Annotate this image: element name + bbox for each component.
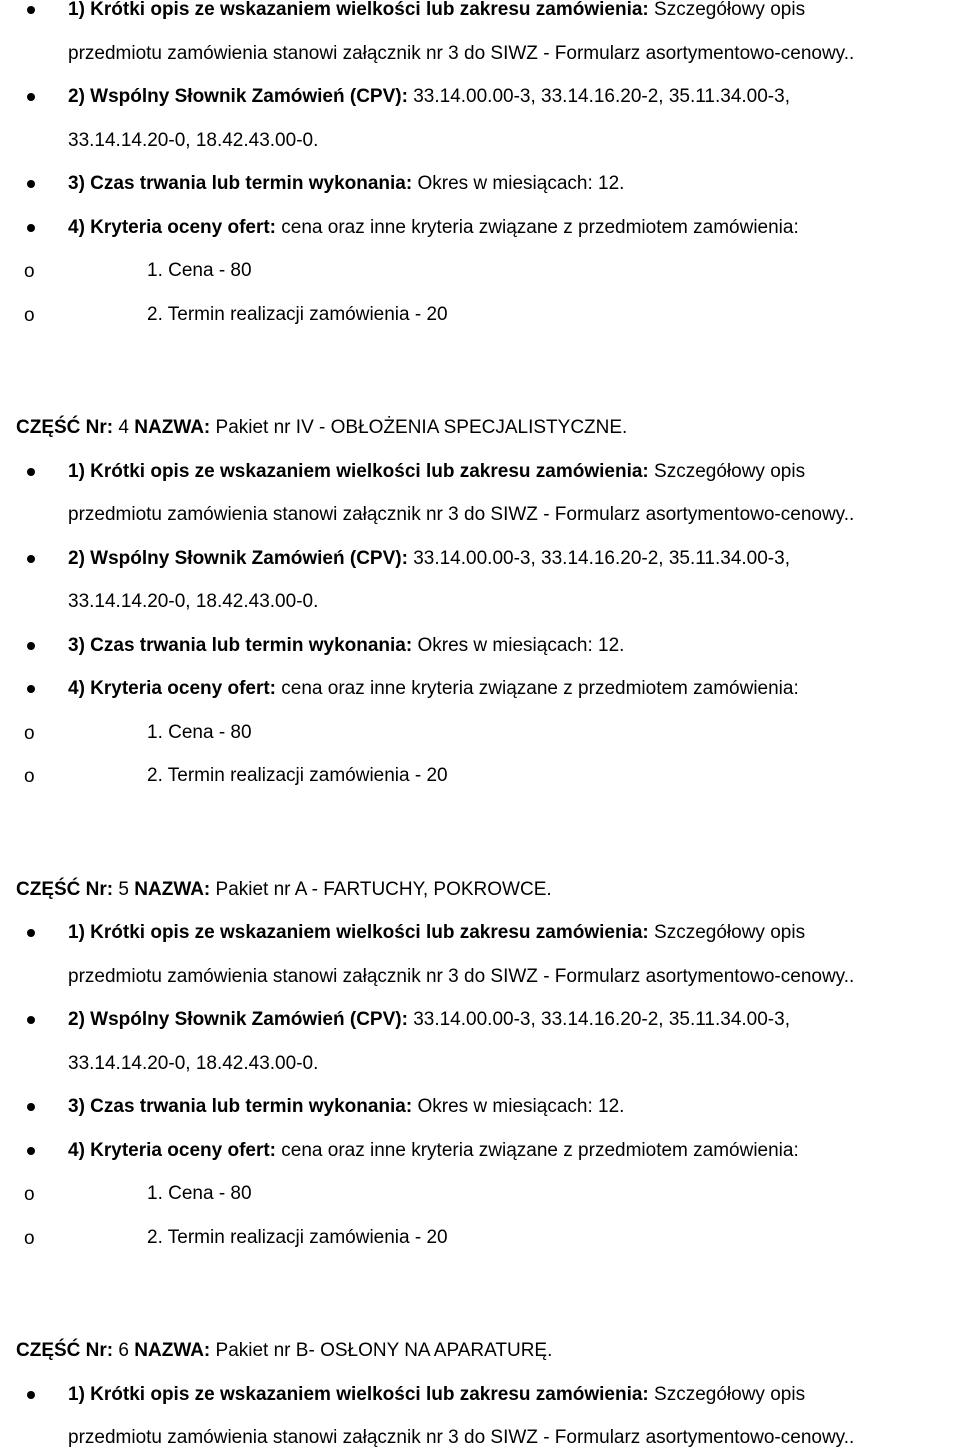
list-item [0, 1381, 960, 1409]
list-item [0, 1137, 960, 1165]
sub-bullet-icon: o [24, 1184, 35, 1205]
list-item-continuation [0, 127, 960, 155]
item-label: 1) Krótki opis ze wskazaniem wielkości lub zakresu zamówienia: [68, 1383, 649, 1405]
item-continuation-text: przedmiotu zamówienia stanowi załącznik nr 3 do SIWZ - Formularz asortymentowo-cenowy.. [68, 42, 855, 64]
criteria-text: 1. Cena - 80 [147, 1183, 252, 1204]
list-item-continuation [0, 963, 960, 991]
item-label: 2) Wspólny Słownik Zamówień (CPV): [68, 86, 408, 107]
criteria-item [0, 257, 960, 285]
list-item [0, 919, 960, 947]
list-item-continuation [0, 40, 960, 68]
bullet-dot-icon [27, 642, 35, 650]
name-label: NAZWA: [134, 1340, 211, 1361]
bullet-dot-icon [27, 1103, 35, 1111]
criteria-item [0, 719, 960, 747]
list-item [0, 675, 960, 703]
part-name: Pakiet nr IV - OBŁOŻENIA SPECJALISTYCZNE. [215, 417, 628, 438]
item-label: 3) Czas trwania lub termin wykonania: [68, 634, 413, 656]
list-item-continuation [0, 1050, 960, 1078]
list-item-text [68, 0, 805, 24]
item-label: 4) Kryteria oceny ofert: [68, 216, 277, 238]
item-continuation-text: przedmiotu zamówienia stanowi załącznik nr 3 do SIWZ - Formularz asortymentowo-cenowy.. [68, 965, 855, 987]
bullet-dot-icon [27, 1016, 35, 1024]
item-value: Szczegółowy opis [654, 460, 806, 482]
name-label: NAZWA: [134, 878, 211, 900]
bullet-dot-icon [27, 224, 35, 232]
list-item-continuation [0, 501, 960, 529]
criteria-text: 1. Cena - 80 [147, 260, 252, 281]
item-value: cena oraz inne kryteria związane z przedmiotem zamówienia: [281, 1139, 799, 1161]
item-continuation-text: 33.14.14.20-0, 18.42.43.00-0. [68, 591, 319, 612]
list-item [0, 0, 960, 24]
criteria-text: 2. Termin realizacji zamówienia - 20 [147, 303, 448, 325]
item-value: Szczegółowy opis [654, 922, 806, 943]
list-item-text [68, 1093, 624, 1121]
part-number: 6 [118, 1340, 129, 1361]
part-heading [0, 414, 960, 442]
item-value: Okres w miesiącach: 12. [417, 173, 625, 194]
sub-bullet-icon: o [24, 722, 35, 744]
criteria-text: 1. Cena - 80 [147, 721, 252, 743]
item-continuation-text: 33.14.14.20-0, 18.42.43.00-0. [68, 129, 319, 151]
part-heading [0, 876, 960, 904]
part-label: CZĘŚĆ Nr: [16, 417, 114, 438]
item-value: cena oraz inne kryteria związane z przedmiotem zamówienia: [281, 678, 799, 699]
part-heading-text [16, 414, 627, 442]
bullet-dot-icon [27, 555, 35, 563]
list-item-text [68, 632, 624, 660]
item-label: 2) Wspólny Słownik Zamówień (CPV): [68, 547, 408, 569]
list-item [0, 1006, 960, 1034]
list-item-continuation [0, 1424, 960, 1452]
criteria-text: 2. Termin realizacji zamówienia - 20 [147, 765, 448, 786]
list-item-text [68, 458, 805, 486]
part-name: Pakiet nr A - FARTUCHY, POKROWCE. [215, 878, 552, 900]
item-value: 33.14.00.00-3, 33.14.16.20-2, 35.11.34.00-3, [413, 1009, 790, 1030]
criteria-item [0, 1180, 960, 1208]
bullet-dot-icon [27, 1391, 35, 1399]
part-label: CZĘŚĆ Nr: [16, 1340, 114, 1361]
list-item-text [68, 1006, 790, 1034]
item-value: Okres w miesiącach: 12. [417, 634, 625, 656]
list-item [0, 214, 960, 242]
list-item [0, 170, 960, 198]
bullet-dot-icon [27, 180, 35, 188]
part-heading-text [16, 1337, 552, 1365]
criteria-item [0, 1224, 960, 1252]
list-item [0, 632, 960, 660]
list-item-text [68, 170, 624, 198]
list-item-text [68, 919, 805, 947]
bullet-dot-icon [27, 468, 35, 476]
item-value: cena oraz inne kryteria związane z przedmiotem zamówienia: [281, 216, 799, 238]
item-continuation-text: 33.14.14.20-0, 18.42.43.00-0. [68, 1052, 319, 1074]
list-item-text [68, 1137, 799, 1165]
sub-bullet-icon: o [24, 261, 35, 282]
sub-bullet-icon: o [24, 766, 35, 787]
item-value: Okres w miesiącach: 12. [417, 1096, 625, 1117]
criteria-item [0, 301, 960, 329]
item-label: 1) Krótki opis ze wskazaniem wielkości lub zakresu zamówienia: [68, 922, 649, 943]
item-label: 2) Wspólny Słownik Zamówień (CPV): [68, 1009, 408, 1030]
part-label: CZĘŚĆ Nr: [16, 878, 114, 900]
bullet-dot-icon [27, 93, 35, 101]
list-item [0, 1093, 960, 1121]
item-label: 4) Kryteria oceny ofert: [68, 1139, 277, 1161]
sub-bullet-icon: o [24, 1227, 35, 1249]
list-item-text [68, 675, 799, 703]
list-item [0, 83, 960, 111]
item-value: Szczegółowy opis [654, 0, 806, 20]
criteria-text: 2. Termin realizacji zamówienia - 20 [147, 1226, 448, 1248]
part-heading-text [16, 876, 552, 904]
item-continuation-text: przedmiotu zamówienia stanowi załącznik nr 3 do SIWZ - Formularz asortymentowo-cenowy.. [68, 1427, 855, 1448]
bullet-dot-icon [27, 685, 35, 693]
criteria-item [0, 762, 960, 790]
part-number: 5 [118, 878, 129, 900]
item-value: Szczegółowy opis [654, 1383, 806, 1405]
list-item [0, 545, 960, 573]
item-value: 33.14.00.00-3, 33.14.16.20-2, 35.11.34.00-3, [413, 86, 790, 107]
part-heading [0, 1337, 960, 1365]
item-label: 3) Czas trwania lub termin wykonania: [68, 1096, 413, 1117]
bullet-dot-icon [27, 6, 35, 14]
list-item-continuation [0, 588, 960, 616]
name-label: NAZWA: [134, 417, 211, 438]
list-item-text [68, 214, 799, 242]
item-label: 4) Kryteria oceny ofert: [68, 678, 277, 699]
bullet-dot-icon [27, 929, 35, 937]
list-item [0, 458, 960, 486]
list-item-text [68, 545, 790, 573]
item-label: 1) Krótki opis ze wskazaniem wielkości lub zakresu zamówienia: [68, 460, 649, 482]
item-label: 3) Czas trwania lub termin wykonania: [68, 173, 413, 194]
item-continuation-text: przedmiotu zamówienia stanowi załącznik nr 3 do SIWZ - Formularz asortymentowo-cenowy.. [68, 504, 855, 525]
part-number: 4 [118, 417, 129, 438]
sub-bullet-icon: o [24, 304, 35, 326]
list-item-text [68, 83, 790, 111]
list-item-text [68, 1381, 805, 1409]
bullet-dot-icon [27, 1147, 35, 1155]
item-value: 33.14.00.00-3, 33.14.16.20-2, 35.11.34.00-3, [413, 547, 790, 569]
item-label: 1) Krótki opis ze wskazaniem wielkości lub zakresu zamówienia: [68, 0, 649, 20]
part-name: Pakiet nr B- OSŁONY NA APARATURĘ. [215, 1340, 553, 1361]
